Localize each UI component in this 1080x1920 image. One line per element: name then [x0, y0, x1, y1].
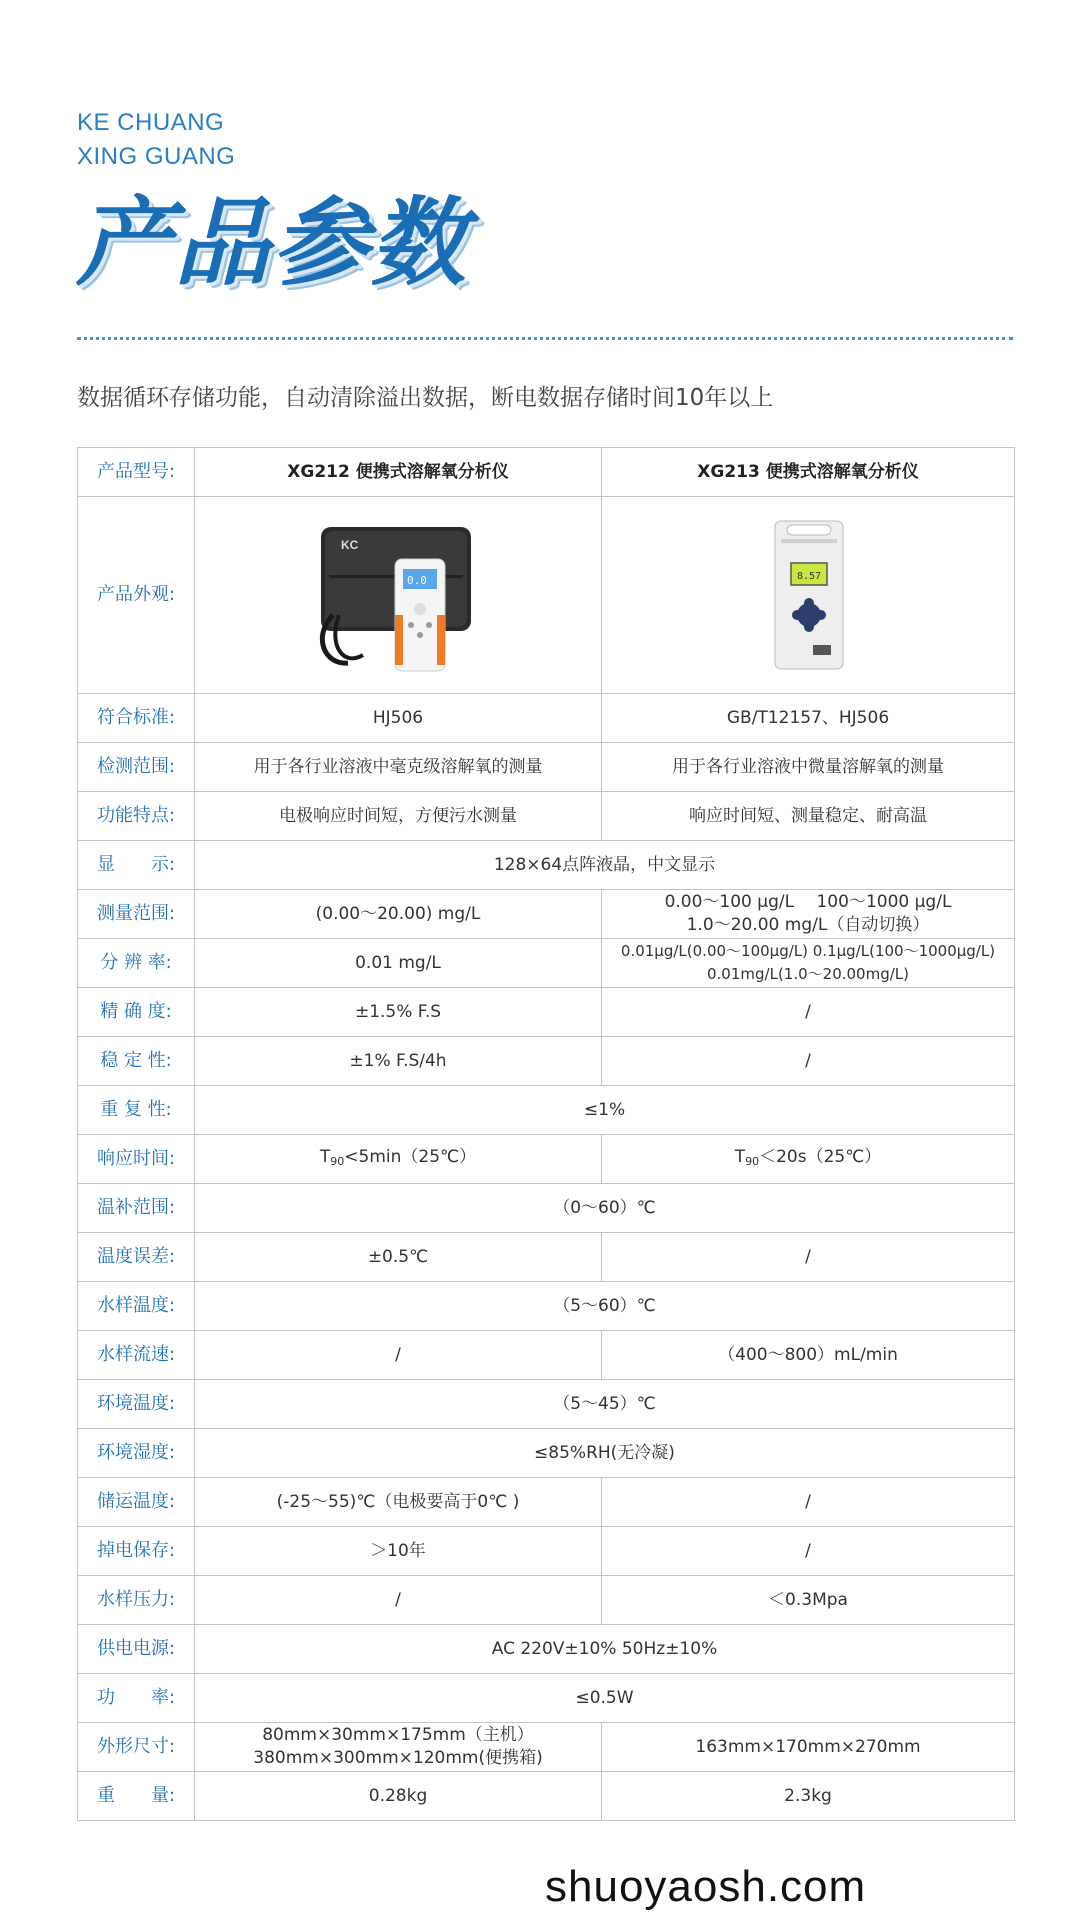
cell-a: (0.00～20.00) mg/L — [195, 890, 602, 939]
brand-wordmark — [77, 106, 235, 174]
table-row — [78, 1037, 1015, 1086]
table-row — [78, 1135, 1015, 1184]
cell-a-line-1: 80mm×30mm×175mm（主机） — [262, 1725, 534, 1745]
device-a-image-cell — [195, 497, 602, 694]
response-b-value: ＜20s（25℃） — [759, 1146, 882, 1167]
table-row — [78, 988, 1015, 1037]
row-label: 检测范围: — [78, 743, 195, 792]
cell-b-line-2: 0.01mg/L(1.0～20.00mg/L) — [707, 965, 909, 983]
cell-a: ±1% F.S/4h — [195, 1037, 602, 1086]
device-a-image — [273, 515, 523, 675]
device-b-image-cell — [602, 497, 1015, 694]
table-row — [78, 1380, 1015, 1429]
table-row — [78, 1184, 1015, 1233]
table-row — [78, 890, 1015, 939]
row-label: 环境湿度: — [78, 1429, 195, 1478]
table-row — [78, 497, 1015, 694]
cell-a: ±0.5℃ — [195, 1233, 602, 1282]
subtitle: 数据循环存储功能，自动清除溢出数据，断电数据存储时间10年以上 — [77, 385, 774, 411]
row-label: 稳 定 性: — [78, 1037, 195, 1086]
cell-a: 电极响应时间短，方便污水测量 — [195, 792, 602, 841]
device-a-logo: KC — [341, 538, 359, 552]
table-row — [78, 1772, 1015, 1821]
cell-b: ＜0.3Mpa — [602, 1576, 1015, 1625]
row-label: 水样流速: — [78, 1331, 195, 1380]
cell-b: / — [602, 1478, 1015, 1527]
cell-merged: ≤85%RH(无冷凝) — [195, 1429, 1015, 1478]
cell-b — [602, 1135, 1015, 1184]
cell-a: ±1.5% F.S — [195, 988, 602, 1037]
model-b: XG213 便携式溶解氧分析仪 — [602, 448, 1015, 497]
cell-a — [195, 1723, 602, 1772]
table-row — [78, 939, 1015, 988]
table-row — [78, 1282, 1015, 1331]
row-label: 功 率: — [78, 1674, 195, 1723]
table-row — [78, 1576, 1015, 1625]
row-label: 功能特点: — [78, 792, 195, 841]
device-b-reading: 8.57 — [797, 571, 822, 582]
brand-line-2: XING GUANG — [77, 143, 236, 170]
row-label: 产品型号: — [78, 448, 195, 497]
brand-line-1: KE CHUANG — [77, 109, 225, 136]
cell-merged: （5～60）℃ — [195, 1282, 1015, 1331]
dotted-divider — [77, 337, 1013, 340]
cell-b — [602, 939, 1015, 988]
row-label: 供电电源: — [78, 1625, 195, 1674]
table-row — [78, 792, 1015, 841]
row-label: 响应时间: — [78, 1135, 195, 1184]
cell-a: / — [195, 1576, 602, 1625]
cell-a: HJ506 — [195, 694, 602, 743]
table-row — [78, 1478, 1015, 1527]
cell-b: / — [602, 1527, 1015, 1576]
cell-a: (-25～55)℃（电极要高于0℃ ) — [195, 1478, 602, 1527]
cell-b: / — [602, 1233, 1015, 1282]
device-b-image — [683, 515, 933, 675]
cell-merged: （0～60）℃ — [195, 1184, 1015, 1233]
row-label: 水样温度: — [78, 1282, 195, 1331]
cell-a — [195, 1135, 602, 1184]
row-label: 掉电保存: — [78, 1527, 195, 1576]
cell-merged: 128×64点阵液晶，中文显示 — [195, 841, 1015, 890]
table-row — [78, 1723, 1015, 1772]
cell-a: ＞10年 — [195, 1527, 602, 1576]
cell-a: 用于各行业溶液中毫克级溶解氧的测量 — [195, 743, 602, 792]
table-row — [78, 694, 1015, 743]
cell-b: 2.3kg — [602, 1772, 1015, 1821]
table-row — [78, 448, 1015, 497]
page-title: 产品参数 — [76, 186, 468, 299]
device-a-reading: 0.0 — [407, 574, 427, 587]
cell-merged: （5～45）℃ — [195, 1380, 1015, 1429]
cell-merged: AC 220V±10% 50Hz±10% — [195, 1625, 1015, 1674]
cell-b-line-2: 1.0～20.00 mg/L（自动切换） — [686, 915, 930, 935]
table-row — [78, 841, 1015, 890]
t-subscript: 90 — [330, 1154, 345, 1168]
row-label: 温补范围: — [78, 1184, 195, 1233]
cell-merged: ≤0.5W — [195, 1674, 1015, 1723]
table-row — [78, 1429, 1015, 1478]
cell-b: GB/T12157、HJ506 — [602, 694, 1015, 743]
spec-table — [77, 447, 1015, 1821]
response-a-value: <5min（25℃） — [344, 1146, 477, 1167]
cell-b: / — [602, 1037, 1015, 1086]
row-label: 分 辨 率: — [78, 939, 195, 988]
table-row — [78, 743, 1015, 792]
table-row — [78, 1674, 1015, 1723]
cell-b: 响应时间短、测量稳定、耐高温 — [602, 792, 1015, 841]
cell-a: 0.01 mg/L — [195, 939, 602, 988]
row-label: 精 确 度: — [78, 988, 195, 1037]
cell-b: 用于各行业溶液中微量溶解氧的测量 — [602, 743, 1015, 792]
cell-b: 163mm×170mm×270mm — [602, 1723, 1015, 1772]
cell-a: / — [195, 1331, 602, 1380]
model-a: XG212 便携式溶解氧分析仪 — [195, 448, 602, 497]
cell-b: （400～800）mL/min — [602, 1331, 1015, 1380]
footer-url: shuoyaosh.com — [545, 1862, 867, 1911]
cell-merged: ≤1% — [195, 1086, 1015, 1135]
table-row — [78, 1527, 1015, 1576]
cell-b-line-1: 0.00～100 μg/L 100～1000 μg/L — [664, 892, 952, 912]
table-row — [78, 1625, 1015, 1674]
row-label: 重 复 性: — [78, 1086, 195, 1135]
table-row — [78, 1233, 1015, 1282]
row-label: 显 示: — [78, 841, 195, 890]
row-label: 符合标准: — [78, 694, 195, 743]
table-row — [78, 1331, 1015, 1380]
row-label: 水样压力: — [78, 1576, 195, 1625]
table-row — [78, 1086, 1015, 1135]
row-label: 产品外观: — [78, 497, 195, 694]
row-label: 温度误差: — [78, 1233, 195, 1282]
row-label: 测量范围: — [78, 890, 195, 939]
cell-b-line-1: 0.01μg/L(0.00～100μg/L) 0.1μg/L(100～1000μg/L) — [620, 942, 996, 960]
row-label: 外形尺寸: — [78, 1723, 195, 1772]
t-subscript: 90 — [745, 1154, 760, 1168]
t-symbol: T — [319, 1146, 331, 1167]
cell-b — [602, 890, 1015, 939]
row-label: 重 量: — [78, 1772, 195, 1821]
t-symbol: T — [734, 1146, 746, 1167]
row-label: 环境温度: — [78, 1380, 195, 1429]
cell-b: / — [602, 988, 1015, 1037]
cell-a-line-2: 380mm×300mm×120mm(便携箱) — [253, 1748, 543, 1768]
row-label: 储运温度: — [78, 1478, 195, 1527]
cell-a: 0.28kg — [195, 1772, 602, 1821]
